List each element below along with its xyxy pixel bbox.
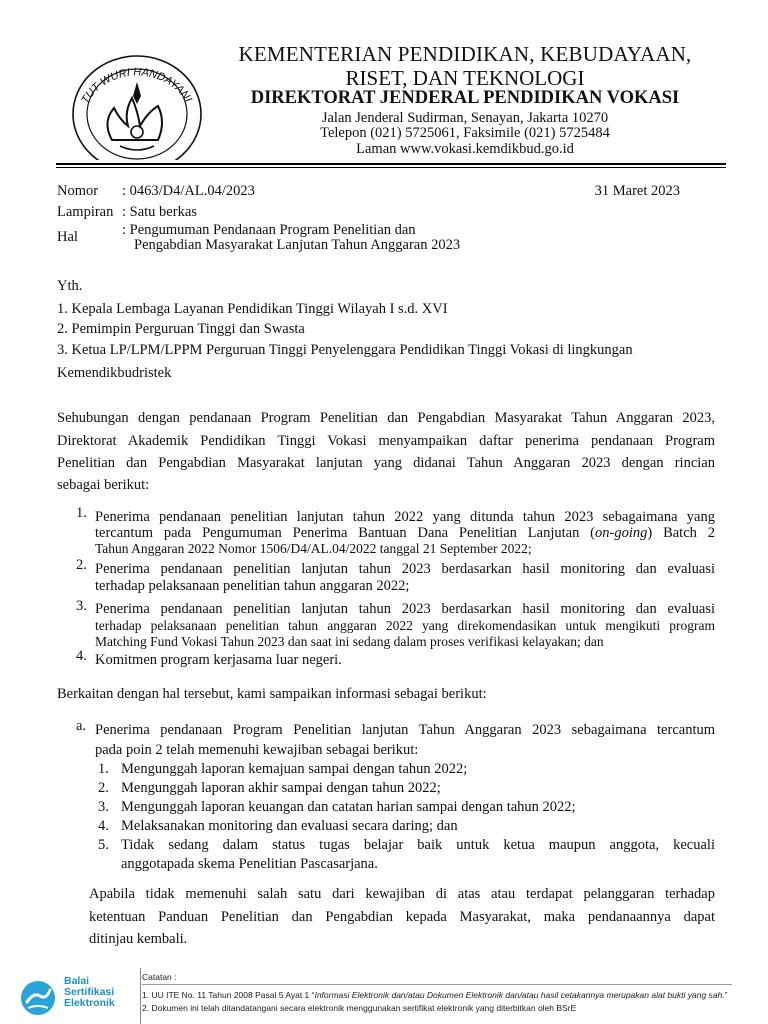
website-line: Laman www.vokasi.kemdikbud.go.id — [356, 141, 574, 157]
sub-2-number: 2. — [98, 780, 109, 796]
intro-line1: Sehubungan dengan pendanaan Program Penelitian dan Pengabdian Masyarakat Tahun Anggaran 2023, — [57, 410, 715, 426]
nomor-label: Nomor — [57, 183, 99, 199]
recipient-3-line1: 3. Ketua LP/LPM/LPPM Perguruan Tinggi Penyelenggara Pendidikan Tinggi Vokasi di lingkungan — [57, 342, 633, 358]
greeting: Yth. — [57, 278, 83, 294]
info-a-line2: pada poin 2 telah memenuhi kewajiban sebagai berikut: — [95, 742, 419, 758]
sub-1-number: 1. — [98, 761, 109, 777]
bsre-text-3: Elektronik — [64, 997, 115, 1009]
sub-4-number: 4. — [98, 818, 109, 834]
list-item-4-line1: Komitmen program kerjasama luar negeri. — [95, 652, 342, 668]
sub-5-line1: Tidak sedang dalam status tugas belajar baik untuk ketua maupun anggota, kecuali — [121, 837, 715, 853]
footer-note-1: 1. UU ITE No. 11 Tahun 2008 Pasal 5 Ayat 1 “Informasi Elektronik dan/atau Dokumen Elektronik dan/atau hasil cetakannya merupakan alat bukti yang sah.” — [142, 990, 728, 1000]
address-line: Jalan Jenderal Sudirman, Senayan, Jakarta 10270 — [321, 110, 609, 126]
list-item-4-number: 4. — [76, 648, 87, 664]
list-item-3-line1: Penerima pendanaan penelitian lanjutan tahun 2023 berdasarkan hasil monitoring dan evaluasi — [95, 601, 715, 617]
letter-date: 31 Maret 2023 — [594, 183, 680, 199]
list-item-1-line3: Tahun Anggaran 2022 Nomor 1506/D4/AL.04/2022 tanggal 21 September 2022; — [95, 541, 532, 556]
list-item-3-line2: terhadap pelaksanaan penelitian tahun anggaran 2022 yang direkomendasikan untuk mengikuti program — [95, 618, 715, 633]
recipient-2: 2. Pemimpin Perguruan Tinggi dan Swasta — [57, 321, 305, 337]
nomor-value: : 0463/D4/AL.04/2023 — [122, 183, 255, 199]
footer-note-rule — [142, 984, 732, 985]
list-item-2-number: 2. — [76, 557, 87, 573]
list-item-2-line2: terhadap pelaksanaan penelitian tahun anggaran 2022; — [95, 578, 410, 594]
footer-catatan: Catatan : — [142, 972, 177, 982]
bsre-text-1: Balai — [64, 975, 90, 987]
directorate-name: DIREKTORAT JENDERAL PENDIDIKAN VOKASI — [250, 88, 680, 108]
list-item-2-line1: Penerima pendanaan penelitian lanjutan tahun 2023 berdasarkan hasil monitoring dan evaluasi — [95, 561, 715, 577]
list-item-3-line3: Matching Fund Vokasi Tahun 2023 dan saat ini sedang dalam proses verifikasi kelayakan; dan — [95, 634, 604, 649]
footer-divider — [140, 968, 141, 1024]
list-item-1-line1: Penerima pendanaan penelitian lanjutan tahun 2022 yang ditunda tahun 2023 sebagaimana yang — [95, 509, 715, 525]
recipient-1: 1. Kepala Lembaga Layanan Pendidikan Tinggi Wilayah I s.d. XVI — [57, 301, 448, 317]
intro-line3: Penelitian dan Pengabdian Masyarakat lanjutan yang didanai Tahun Anggaran 2023 dengan rincian — [57, 455, 715, 471]
intro-line4: sebagai berikut: — [57, 477, 150, 493]
info-a-line1: Penerima pendanaan Program Penelitian lanjutan Tahun Anggaran 2023 sebagaimana tercantum — [95, 722, 715, 738]
hal-label: Hal — [57, 229, 78, 245]
closing-line1: Apabila tidak memenuhi salah satu dari kewajiban di atas atau terdapat pelanggaran terhadap — [89, 886, 715, 902]
closing-line3: ditinjau kembali. — [89, 931, 188, 947]
sub-3-text: Mengunggah laporan keuangan dan catatan harian sampai dengan tahun 2022; — [121, 799, 576, 815]
list-item-3-number: 3. — [76, 598, 87, 614]
bsre-logo — [14, 974, 134, 1022]
svg-text:TUT WURI HANDAYANI: TUT WURI HANDAYANI — [79, 66, 194, 106]
bsre-emblem-icon — [18, 978, 58, 1018]
phone-line: Telepon (021) 5725061, Faksimile (021) 5725484 — [320, 125, 610, 141]
footer-note-2: 2. Dokumen ini telah ditandatangani secara elektronik menggunakan sertifikat elektronik yang diterbitkan oleh BSrE — [142, 1003, 577, 1013]
sub-5-number: 5. — [98, 837, 109, 853]
ministry-name-line2: RISET, DAN TEKNOLOGI — [345, 66, 585, 90]
header-divider — [56, 163, 726, 165]
sub-4-text: Melaksanakan monitoring dan evaluasi secara daring; dan — [121, 818, 458, 834]
info-a-label: a. — [76, 718, 87, 734]
ministry-name-line1: KEMENTERIAN PENDIDIKAN, KEBUDAYAAN, — [238, 42, 692, 66]
sub-2-text: Mengunggah laporan akhir sampai dengan tahun 2022; — [121, 780, 441, 796]
sub-3-number: 3. — [98, 799, 109, 815]
bsre-text-2: Sertifikasi — [64, 986, 115, 998]
sub-1-text: Mengunggah laporan kemajuan sampai dengan tahun 2022; — [121, 761, 468, 777]
list-item-1-line2: tercantum pada Pengumuman Penerima Bantuan Dana Penelitian Lanjutan (on-going) Batch 2 — [95, 525, 716, 541]
header-divider-thin — [56, 167, 726, 168]
sub-5-line2: anggotapada skema Penelitian Pascasarjana. — [121, 856, 378, 872]
intro-line2: Direktorat Akademik Pendidikan Tinggi Vokasi menyampaikan daftar penerima pendanaan Program — [57, 433, 715, 449]
hal-value-line2: Pengabdian Masyarakat Lanjutan Tahun Anggaran 2023 — [134, 237, 461, 253]
hal-value-line1: : Pengumuman Pendanaan Program Penelitian dan — [122, 222, 416, 238]
lampiran-label: Lampiran — [57, 204, 114, 220]
closing-line2: ketentuan Panduan Penelitian dan Pengabdian kepada Masyarakat, maka pendanaannya dapat — [89, 909, 715, 925]
recipient-3-line2: Kemendikbudristek — [57, 365, 172, 381]
lampiran-value: : Satu berkas — [122, 204, 197, 220]
list-item-1-number: 1. — [76, 505, 87, 521]
info-intro: Berkaitan dengan hal tersebut, kami sampaikan informasi sebagai berikut: — [57, 686, 487, 702]
